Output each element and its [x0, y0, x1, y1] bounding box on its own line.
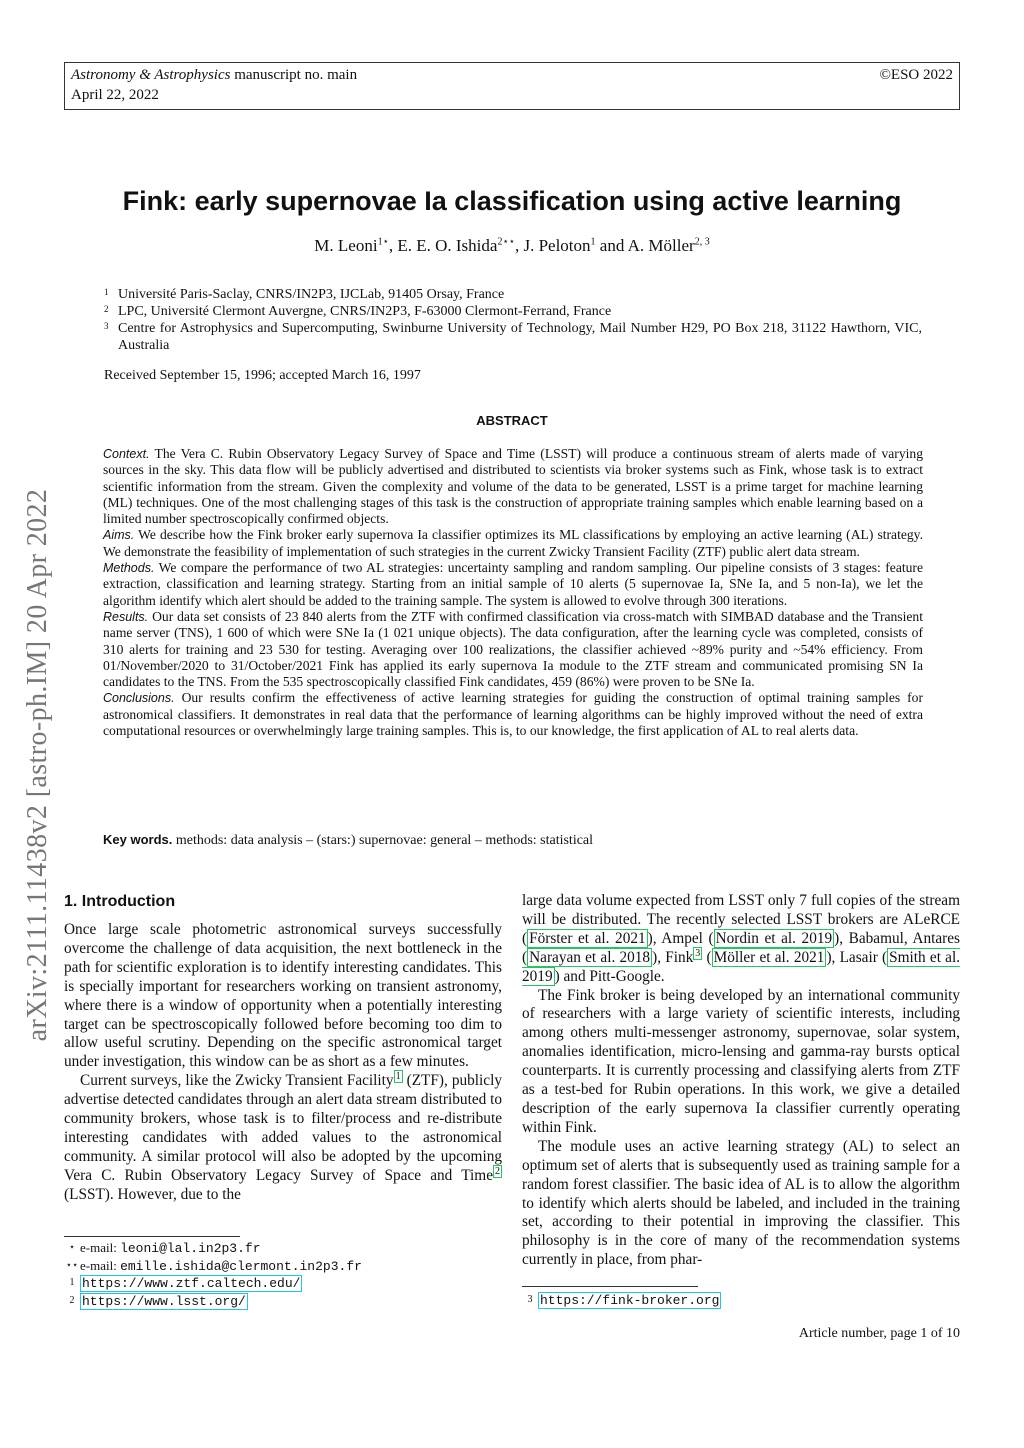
- affiliation: 3 Centre for Astrophysics and Supercomputing, Swinburne University of Technology, Mail Number H29, PO Box 218, 31122 Hawthorn, VIC, Australia: [104, 321, 922, 353]
- footnote-ref[interactable]: 1: [395, 1071, 401, 1083]
- paragraph: Once large scale photometric astronomical surveys successfully overcome the challenge of data acquisition, the next bottleneck in the path for scientific exploration is to identify interesting candidates. This is specially important for researchers working on transient astronomy, where there is a window of opportunity when a potentially interesting target can be spectroscopically followed before becoming too dim to allow useful scrutiny. Depending on the specific astronomical target under investigation, this window can be as short as a few minutes.: [64, 921, 502, 1071]
- abstract-conclusions: Conclusions. Our results confirm the effectiveness of active learning strategies for guiding the construction of optimal training samples for astronomical classifiers. It demonstrates in real data that the performance of learning algorithms can be highly improved without the need of extra computational resources or overwhelmingly large training samples. This is, to our knowledge, the first application of AL to real alerts data.: [103, 690, 923, 739]
- footnotes-right: [522, 1292, 721, 1310]
- right-column: [522, 892, 960, 1270]
- author-name: J. Peloton: [523, 236, 591, 255]
- footnote-rule: [64, 1236, 240, 1237]
- footnote-rule: [522, 1286, 698, 1287]
- footnote: ⋆⋆ e-mail: emille.ishida@clermont.in2p3.fr: [65, 1257, 362, 1274]
- citation-link[interactable]: Möller et al. 2021: [713, 948, 825, 966]
- author-list: M. Leoni$^{1⋆}$, E. E. O. Ishida$^{2⋆⋆}$, J. Peloton$^1$ and A. Möller$^{2, 3}$: [314, 236, 710, 255]
- author-affil: 2⋆⋆: [497, 236, 515, 248]
- author-name: E. E. O. Ishida: [397, 236, 498, 255]
- url-link[interactable]: https://www.lsst.org/: [82, 1293, 246, 1309]
- arxiv-id: arXiv:2111.11438v2 [astro-ph.IM] 20 Apr 2022: [22, 488, 53, 1042]
- author-affil: 1: [590, 236, 596, 248]
- author-affil: 1⋆: [377, 236, 389, 248]
- journal-header: [64, 62, 960, 110]
- received-dates: Received September 15, 1996; accepted March 16, 1997: [104, 368, 421, 383]
- affiliation: 2 LPC, Université Clermont Auvergne, CNRS/IN2P3, F-63000 Clermont-Ferrand, France: [104, 304, 612, 319]
- citation-link[interactable]: Narayan et al. 2018: [529, 948, 651, 966]
- url-link[interactable]: https://fink-broker.org: [540, 1293, 720, 1308]
- footnote: ⋆ e-mail: leoni@lal.in2p3.fr: [68, 1240, 261, 1256]
- journal-name: Astronomy & Astrophysics: [71, 67, 231, 83]
- header-date: April 22, 2022: [71, 87, 159, 103]
- manuscript-id: manuscript no. main: [230, 67, 358, 83]
- footnote-ref[interactable]: 2: [495, 1165, 500, 1177]
- email-link[interactable]: leoni@lal.in2p3.fr: [120, 1241, 261, 1256]
- paper-title: Fink: early supernovae Ia classification using active learning: [122, 186, 902, 216]
- copyright: ©ESO 2022: [879, 67, 953, 83]
- footnote: 3 https://fink-broker.org: [527, 1293, 720, 1308]
- citation-link[interactable]: Nordin et al. 2019: [715, 929, 833, 947]
- paragraph: Current surveys, like the Zwicky Transient Facility $^1$ (ZTF), publicly advertise detected candidates through an alert data stream distributed to community brokers, whose task is to filter/process and re-distribute interesting candidates with added values to the astronomical community. A similar protocol will also be adopted by the upcoming Vera C. Rubin Observatory Legacy Survey of Space and Time $^2$ (LSST). However, due to the: [64, 1071, 502, 1203]
- abstract-results: Results. Our data set consists of 23 840 alerts from the ZTF with confirmed classification via cross-match with SIMBAD database and the Transient name server (TNS), 1 600 of which were SNe Ia (1 021 unique objects). The data configuration, after the learning cycle was completed, consists of 310 alerts for training and 23 530 for testing. Averaging over 100 realizations, the classifier achieved ~89% purity and ~54% efficiency. From 01/November/2020 to 31/October/2021 Fink has applied its early supernova Ia module to the ZTF stream and communicated promising SN Ia candidates to the TNS. From the 535 spectroscopically classified Fink candidates, 459 (86%) were proven to be SNe Ia.: [103, 608, 923, 690]
- footnote: 1 https://www.ztf.caltech.edu/: [69, 1276, 301, 1291]
- author-name: M. Leoni: [314, 236, 378, 255]
- abstract-context: Context. The Vera C. Rubin Observatory Legacy Survey of Space and Time (LSST) will produce a continuous stream of alerts made of varying sources in the sky. This data flow will be publicly advertised and distributed to scientists via broker systems such as Fink, whose task is to extract scientific information from the stream. Given the complexity and volume of the data to be generated, LSST is a prime target for machine learning (ML) techniques. One of the most challenging stages of this task is the construction of appropriate training samples which enable learning based on a limited number spectroscopically confirmed objects.: [103, 446, 923, 527]
- footnotes-left: [64, 1240, 362, 1310]
- paragraph: large data volume expected from LSST only 7 full copies of the stream will be distributed. The recently selected LSST brokers are ALeRCE ( Förster et al. 2021 ), Ampel ( Nordin et al. 2019 ), Babamul, Antares ( Narayan et al. 2018 ), Fink $^3$ ( Möller et al. 2021 ), Lasair ( Smith et al. 2019 ) and Pitt-Google.: [522, 892, 961, 985]
- page-footer: Article number, page 1 of 10: [798, 1326, 960, 1341]
- abstract-heading: ABSTRACT: [476, 413, 548, 428]
- abstract-aims: Aims. We describe how the Fink broker early supernova Ia classifier optimizes its ML classifications by employing an active learning (AL) strategy. We demonstrate the feasibility of implementation of such strategies in the current Zwicky Transient Facility (ZTF) public alert data stream.: [103, 527, 923, 559]
- paragraph: The Fink broker is being developed by an international community of researchers with a large variety of scientific interests, including among others multi-messenger astronomy, supernovae, solar system, anomalies identification, micro-lensing and gamma-ray bursts optical counterparts. It is currently processing and classifying alerts from ZTF as a test-bed for Rubin operations. In this work, we give a detailed description of the early supernova Ia classifier currently operating within Fink.: [522, 986, 960, 1136]
- arxiv-stamp: [16, 420, 60, 1110]
- affiliation: 1 Université Paris-Saclay, CNRS/IN2P3, IJCLab, 91405 Orsay, France: [104, 287, 505, 302]
- footnote: 2 https://www.lsst.org/: [69, 1293, 246, 1309]
- journal-line: [71, 67, 357, 84]
- left-column: [64, 921, 502, 1205]
- author-name: A. Möller: [627, 236, 695, 255]
- keywords: Key words. methods: data analysis – (stars:) supernovae: general – methods: statistical: [103, 832, 594, 848]
- email-link[interactable]: emille.ishida@clermont.in2p3.fr: [120, 1258, 362, 1274]
- paragraph: The module uses an active learning strategy (AL) to select an optimum set of alerts that is subsequently used as training sample for a random forest classifier. The basic idea of AL is to allow the algorithm to identify which alerts should be labeled, and included in the training set, according to their potential in improving the classifier. This philosophy is in the core of many of the recommendation systems currently in place, from phar-: [522, 1137, 960, 1269]
- citation-link[interactable]: Förster et al. 2021: [529, 929, 646, 947]
- author-affil: 2, 3: [694, 236, 710, 248]
- footnote-ref[interactable]: 3: [695, 947, 701, 959]
- abstract-methods: Methods. We compare the performance of two AL strategies: uncertainty sampling and random sampling. Our pipeline consists of 3 stages: feature extraction, classification and learning strategy. Starting from an initial sample of 10 alerts (5 supernovae Ia, SNe Ia, and 5 non-Ia), we let the algorithm identify which alert should be added to the training sample. The system is allowed to evolve through 300 iterations.: [103, 560, 923, 608]
- abstract-body: [103, 446, 923, 739]
- section-heading: 1. Introduction: [64, 893, 176, 910]
- citation-link[interactable]: Smith et al. 2019: [522, 948, 961, 985]
- url-link[interactable]: https://www.ztf.caltech.edu/: [82, 1276, 301, 1291]
